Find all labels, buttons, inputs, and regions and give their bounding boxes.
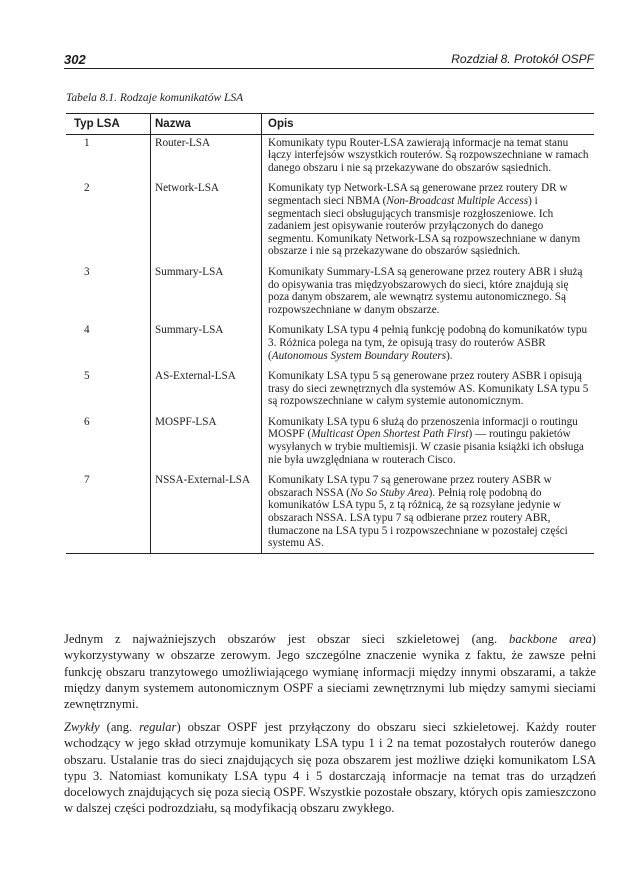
cell-name: NSSA-External-LSA	[151, 474, 262, 553]
description-term: Multicast Open Shortest Path First	[311, 428, 469, 441]
description-text: Komunikaty typ Network-LSA są generowane przez routery DR w segmentach sieci NBMA (	[268, 182, 568, 207]
cell-name: Network-LSA	[151, 182, 262, 266]
cell-name: Summary-LSA	[151, 324, 262, 370]
lsa-types-table	[66, 113, 594, 554]
running-head: Rozdział 8. Protokół OSPF	[451, 52, 594, 66]
paragraph-term: backbone area	[509, 632, 592, 646]
column-header-name: Nazwa	[151, 114, 262, 135]
table-row	[66, 370, 594, 416]
table-header-row	[66, 114, 594, 135]
description-term: Autonomous System Boundary Routers	[271, 349, 447, 362]
table-row	[66, 134, 594, 182]
description-term: Non-Broadcast Multiple Access	[386, 194, 529, 207]
description-text: Komunikaty LSA typu 6 służą do przenoszenia informacji o routingu MOSPF (	[268, 415, 578, 441]
description-text: ) — routingu pakietów wysyłanych w trybie multiemisji. W czasie pisania książki ich obsługa nie była uwzględniana w routerach Cisco.	[268, 428, 584, 466]
cell-description: Komunikaty LSA typu 5 są generowane przez routery ASBR i opisują trasy do sieci zewnętrznych dla systemów AS. Komunikaty LSA typu 5 są rozpowszechniane w całym systemie autonomicznym.	[262, 370, 595, 416]
description-text: ).	[446, 349, 453, 362]
cell-name: Router-LSA	[151, 134, 262, 182]
cell-description: Komunikaty Summary-LSA są generowane przez routery ABR i służą do opisywania tras międzyobszarowych do sieci, które znajdują się poza danym obszarem, ale wewnątrz systemu autonomicznego. Są rozpowszechniane w danym obszarze.	[262, 266, 595, 324]
description-term: No So Stuby Area	[350, 486, 429, 499]
cell-name: MOSPF-LSA	[151, 416, 262, 474]
page-header	[64, 50, 594, 69]
paragraph-term: Zwykły	[64, 720, 100, 734]
cell-description	[262, 474, 595, 553]
cell-type: 7	[66, 474, 151, 553]
cell-description	[262, 182, 595, 266]
table-row	[66, 416, 594, 474]
column-header-description: Opis	[262, 114, 595, 135]
table-caption: Tabela 8.1. Rodzaje komunikatów LSA	[66, 92, 244, 104]
cell-description	[262, 324, 595, 370]
cell-type: 5	[84, 370, 90, 383]
cell-description: Komunikaty typu Router-LSA zawierają informacje na temat stanu łączy interfejsów wszystkich routerów. Są rozpowszechniane w ramach danego obszaru i nie są przekazywane do obszarów sąsiednich.	[262, 134, 595, 182]
table-row	[66, 266, 594, 324]
cell-name: AS-External-LSA	[151, 370, 262, 416]
cell-name: Summary-LSA	[151, 266, 262, 324]
column-header-type: Typ LSA	[66, 114, 151, 135]
description-text: ) i segmentach sieci obsługujących transmisje rozgłoszeniowe. Ich zadaniem jest opisywanie routerów przyłączonych do danego segmentu. Komunikaty Network-LSA są rozpowszechniane w danym obszarze i nie są przekazywane do obszarów sąsiednich.	[268, 194, 581, 258]
description-text: Komunikaty LSA typu 4 pełnią funkcję podobną do komunikatów typu 3. Różnica polega na tym, że opisują trasy do routerów ASBR (	[268, 324, 588, 362]
body-paragraph-backbone	[64, 631, 596, 712]
paragraph-text: ) obszar OSPF jest przyłączony do obszaru sieci szkieletowej. Każdy router wchodzący w jego skład otrzymuje komunikaty LSA typu 1 i 2 na temat pozostałych routerów danego obszaru. Ustalanie tras do sieci znajdujących się poza obszarem jest możliwe dzięki komunikatom LSA typu 3. Natomiast komunikaty LSA typu 4 i 5 dostarczają informacje na temat tras do urządzeń docelowych znajdujących się poza siecią OSPF. Wszystkie pozostałe obszary, których opis zamieszczono w dalszej części podrozdziału, są modyfikacją obszaru zwykłego.	[64, 720, 597, 816]
cell-type: 6	[84, 415, 90, 428]
description-text: ). Pełnią rolę podobną do komunikatów LSA typu 5, z tą różnicą, że są rozsyłane jedynie w obszarach NSSA. LSA typu 7 są odbierane przez routery ABR, tłumaczone na LSA typu 5 i rozpowszechniane w pozostałej części systemu AS.	[268, 486, 568, 550]
cell-type: 4	[84, 324, 90, 337]
cell-type: 3	[84, 265, 90, 278]
cell-type: 2	[84, 182, 90, 195]
description-text: Komunikaty LSA typu 7 są generowane przez routery ASBR w obszarach NSSA (	[268, 474, 552, 499]
page-number: 302	[64, 52, 86, 67]
paragraph-term: regular	[139, 720, 177, 734]
table-row	[66, 324, 594, 370]
cell-description	[262, 416, 595, 474]
paragraph-text: Jednym z najważniejszych obszarów jest obszar sieci szkieletowej (ang.	[64, 632, 510, 646]
paragraph-text: ) wykorzystywany w obszarze zerowym. Jego szczególne znaczenie wynika z faktu, że zawsze pełni funkcję obszaru tranzytowego umożliwiającego wymianę informacji między innymi obszarami, a także między danym systemem autonomicznym OSPF a sieciami zewnętrznymi lub między samymi sieciami zewnętrznymi.	[64, 632, 596, 712]
cell-type: 1	[84, 136, 90, 149]
table-row	[66, 182, 594, 266]
table-row	[66, 474, 594, 553]
body-paragraph-regular	[64, 719, 596, 817]
paragraph-text: (ang.	[99, 720, 140, 734]
